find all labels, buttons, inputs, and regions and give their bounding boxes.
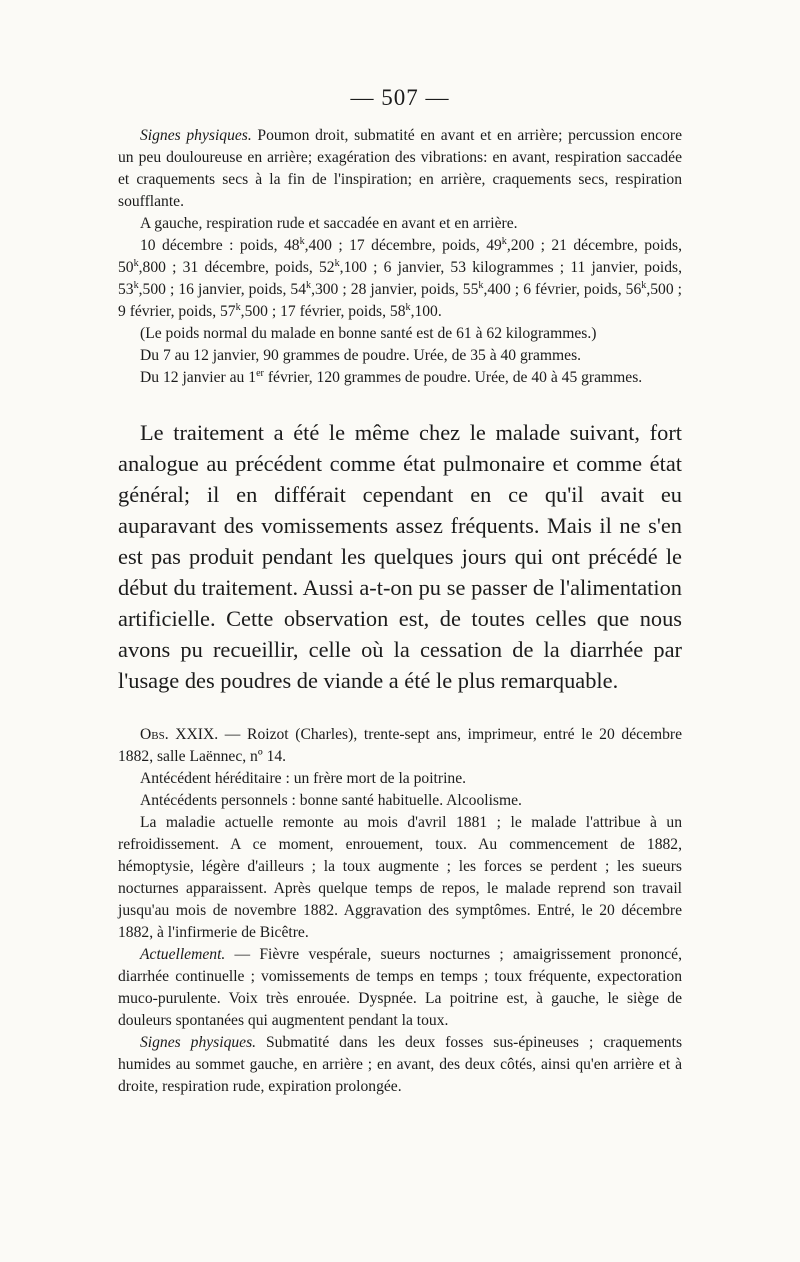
observation-heading: Obs. XXIX. — Roizot (Charles), trente-sept ans, imprimeur, entré le 20 décembre 1882, salle Laënnec, nº 14. [118,726,682,765]
page-number: — 507 — [350,85,450,110]
dose-paragraph-1: Du 7 au 12 janvier, 90 grammes de poudre. Urée, de 35 à 40 grammes. [140,347,582,364]
observation-29 [118,724,682,1098]
physical-signs-label-2: Signes physiques. [140,1034,257,1051]
current-illness: La maladie actuelle remonte au mois d'avril 1881 ; le malade l'attribue à un refroidissement. A ce moment, enrouement, toux. Au commencement de 1882, hémoptysie, légère d'ailleurs ; la toux augmente ; les forces se perdent ; les sueurs nocturnes apparaissent. Après quelque temps de repos, le malade reprend son travail jusqu'au mois de novembre 1882. Aggravation des symptômes. Entré, le 20 décembre 1882, à l'infirmerie de Bicêtre. [118,814,682,941]
main-text [118,417,682,696]
current-state-label: Actuellement. [140,946,226,963]
treatment-paragraph: Le traitement a été le même chez le malade suivant, fort analogue au précédent comme état pulmonaire et comme état général; il en différait cependant en ce qu'il avait eu auparavant des vomissements assez fréquents. Mais il ne s'en est pas produit pendant les quelques jours qui ont précédé le début du traitement. Aussi a-t-on pu se passer de l'alimentation artificielle. Cette observation est, de toutes celles que nous avons pu recueillir, celle où la cessation de la diarrhée par l'usage des poudres de viande a été le plus remarquable. [118,420,682,693]
current-state: Actuellement. — Fièvre vespérale, sueurs nocturnes ; amaigrissement prononcé, diarrhée continuelle ; vomissements de temps en temps ; toux fréquente, expectoration muco-purulente. Voix très enrouée. Dyspnée. La poitrine est, à gauche, le siège de douleurs spontanées qui augmentent pendant la toux. [118,946,682,1029]
dose-paragraph-2: Du 12 janvier au 1er février, 120 grammes de poudre. Urée, de 40 à 45 grammes. [140,367,643,386]
personal-history: Antécédents personnels : bonne santé habituelle. Alcoolisme. [140,792,522,809]
physical-signs-label: Signes physiques. [140,127,252,144]
observation-label: Obs. XXIX. [140,726,219,743]
left-side-paragraph: A gauche, respiration rude et saccadée en avant et en arrière. [140,215,518,232]
normal-weight-paragraph: (Le poids normal du malade en bonne santé est de 61 à 62 kilogrammes.) [140,325,597,342]
physical-signs-paragraph: Signes physiques. Poumon droit, submatité en avant et en arrière; percussion encore un peu douloureuse en arrière; exagération des vibrations: en avant, respiration saccadée et craquements secs à la fin de l'inspiration; en arrière, craquements secs, respiration soufflante. [118,127,682,210]
weight-log-paragraph: 10 décembre : poids, 48$^k$,400 ; 17 décembre, poids, 49$^k$,200 ; 21 décembre, poids, 50$^k$,800 ; 31 décembre, poids, 52$^k$,100 ; 6 janvier, 53 kilogrammes ; 11 janvier, poids, 53$^k$,500 ; 16 janvier, poids, 54$^k$,300 ; 28 janvier, poids, 55$^k$,400 ; 6 février, poids, 56$^k$,500 ; 9 février, poids, 57$^k$,500 ; 17 février, poids, 58$^k$,100. [118,235,683,320]
physical-signs-2: Signes physiques. Submatité dans les deux fosses sus-épineuses ; craquements humides au sommet gauche, en arrière ; en avant, des deux côtés, ainsi qu'en arrière et à droite, respiration rude, expiration prolongée. [118,1034,683,1095]
clinical-notes [118,125,682,389]
hereditary-history: Antécédent héréditaire : un frère mort de la poitrine. [140,770,467,787]
